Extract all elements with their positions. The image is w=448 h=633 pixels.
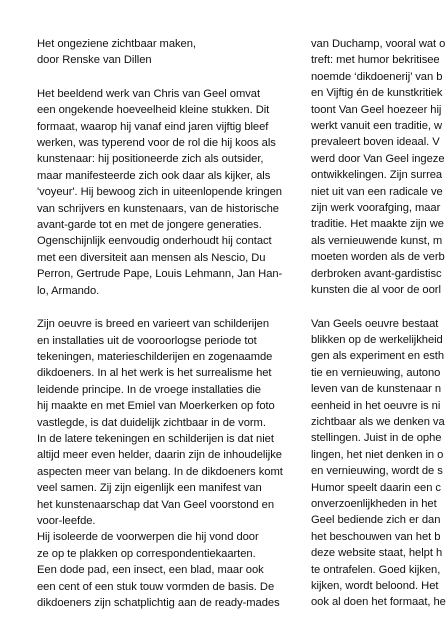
text-line: werken, was typerend voor de rol die hij koos als <box>37 137 276 150</box>
text-line: derbroken avant-gardistisc <box>311 267 442 280</box>
text-line: onverzoenlijkheden in het <box>311 497 437 510</box>
text-line: maar manifesteerde zich ook daar als kijker, als <box>37 169 271 182</box>
text-line: Van Geels oeuvre bestaat <box>311 317 439 330</box>
text-line: dikdoeners. In al het werk is het surrealisme het <box>37 367 272 380</box>
text-line: moeten worden als de verb <box>311 251 445 264</box>
text-line: zijn werk voorafging, maar <box>311 202 441 215</box>
text-line: treft: met humor bekritisee <box>311 54 440 67</box>
text-line: vastlegde, is dat duidelijk zichtbaar in de vorm. <box>37 416 266 429</box>
text-line: Ogenschijnlijk eenvoudig onderhoudt hij contact <box>37 235 272 248</box>
right-text-column <box>311 36 448 611</box>
text-line: deze website staat, helpt h <box>311 547 443 560</box>
text-line: veel samen. Zij zijn eigenlijk een manifest van <box>37 482 262 495</box>
text-line: ontwikkelingen. Zijn surrea <box>311 169 443 182</box>
text-line: Een dode pad, een insect, een blad, maar ook <box>37 564 264 577</box>
text-line: tekeningen, materieschilderijen en zogenaamde <box>37 350 273 363</box>
article-title <box>37 36 299 69</box>
text-line: het beschouwen van het b <box>311 530 441 543</box>
left-paragraph-1 <box>37 86 299 299</box>
text-line: lo, Armando. <box>37 284 100 297</box>
text-line: ook al doen het formaat, he <box>311 596 446 609</box>
text-line: Perron, Gertrude Pape, Louis Lehmann, Jan Han- <box>37 268 283 281</box>
text-line: aspecten meer van belang. In de dikdoeners komt <box>37 465 283 478</box>
text-line: dikdoeners zijn schatplichtig aan de ready-mades <box>37 597 280 609</box>
text-line: traditie. Het maakte zijn we <box>311 218 444 231</box>
text-line: werkt vanuit een traditie, w <box>311 120 443 133</box>
text-line: Humor speelt daarin een c <box>311 481 441 494</box>
text-line: als vernieuwende kunst, m <box>311 234 443 247</box>
text-line: In de latere tekeningen en schilderijen is dat niet <box>37 432 274 445</box>
text-line: niet uit van een radicale ve <box>311 185 443 198</box>
text-line: kijken, wordt beloond. Het <box>311 580 439 592</box>
right-paragraph-1 <box>311 36 448 299</box>
text-line: met een diversiteit aan mensen als Nescio, Du <box>37 251 266 264</box>
text-line: ze op te plakken op correspondentiekaarten. <box>37 547 256 560</box>
text-line: prevaleert boven ideaal. V <box>311 136 440 149</box>
text-line: Hij isoleerde de voorwerpen die hij vond door <box>37 531 259 544</box>
text-line: blikken op de werkelijkheid <box>311 333 443 346</box>
title-line: Het ongeziene zichtbaar maken, <box>37 38 196 50</box>
text-line: en Vijftig én de kunstkritiek <box>311 87 443 100</box>
text-line: Het beeldend werk van Chris van Geel omvat <box>37 87 261 100</box>
text-line: voor-leefde. <box>37 514 96 527</box>
text-line: kunstenaar: hij positioneerde zich als outsider, <box>37 153 264 166</box>
text-line: tie en vernieuwing, autono <box>311 366 441 379</box>
text-line: stellingen. Juist in de ophe <box>311 432 442 445</box>
text-line: hij maakte en met Emiel van Moerkerken op foto <box>37 400 275 413</box>
left-text-column <box>37 36 299 611</box>
text-line: toont Van Geel hoezeer hij <box>311 103 442 116</box>
text-line: en vernieuwing, wordt de s <box>311 465 443 478</box>
text-line: van Duchamp, vooral wat o <box>311 38 446 50</box>
text-line: formaat, waarop hij vanaf eind jaren vijftig bleef <box>37 120 269 133</box>
text-line: het kunstenaarschap dat Van Geel voorstond en <box>37 498 274 511</box>
right-paragraph-2 <box>311 316 448 611</box>
author-line: door Renske van Dillen <box>37 54 152 67</box>
text-line: een ongekende hoeveelheid kleine stukken. Dit <box>37 104 270 117</box>
text-line: zichtbaar als we denken va <box>311 415 445 428</box>
text-line: eenheid in het oeuvre is ni <box>311 399 441 412</box>
text-line: Geel bediende zich er dan <box>311 514 441 527</box>
text-line: avant-garde tot en met de jongere generaties. <box>37 219 262 232</box>
text-line: lingen, het niet denken in o <box>311 448 444 461</box>
text-line: noemde ‘dikdoenerij’ van b <box>311 70 443 83</box>
left-paragraph-2 <box>37 316 299 611</box>
text-line: gen als experiment en esth <box>311 350 445 363</box>
text-line: werd door Van Geel ingeze <box>311 152 445 165</box>
text-line: 'voyeur'. Hij bewoog zich in uiteenlopende kringen <box>37 186 282 199</box>
text-line: altijd meer even helder, daarin zijn de inhoudelijke <box>37 449 282 462</box>
text-line: een cent of een stuk touw vormden de basis. De <box>37 580 275 593</box>
text-line: te ontrafelen. Goed kijken, <box>311 563 441 576</box>
text-line: Zijn oeuvre is breed en varieert van schilderijen <box>37 318 269 331</box>
text-line: leven van de kunstenaar n <box>311 383 441 396</box>
text-line: kunsten die al voor de oorl <box>311 284 441 297</box>
text-line: van schrijvers en kunstenaars, van de historische <box>37 202 279 215</box>
text-line: en installaties uit de vooroorlogse periode tot <box>37 334 257 347</box>
text-line: leidende principe. In de vroege installaties die <box>37 383 261 396</box>
